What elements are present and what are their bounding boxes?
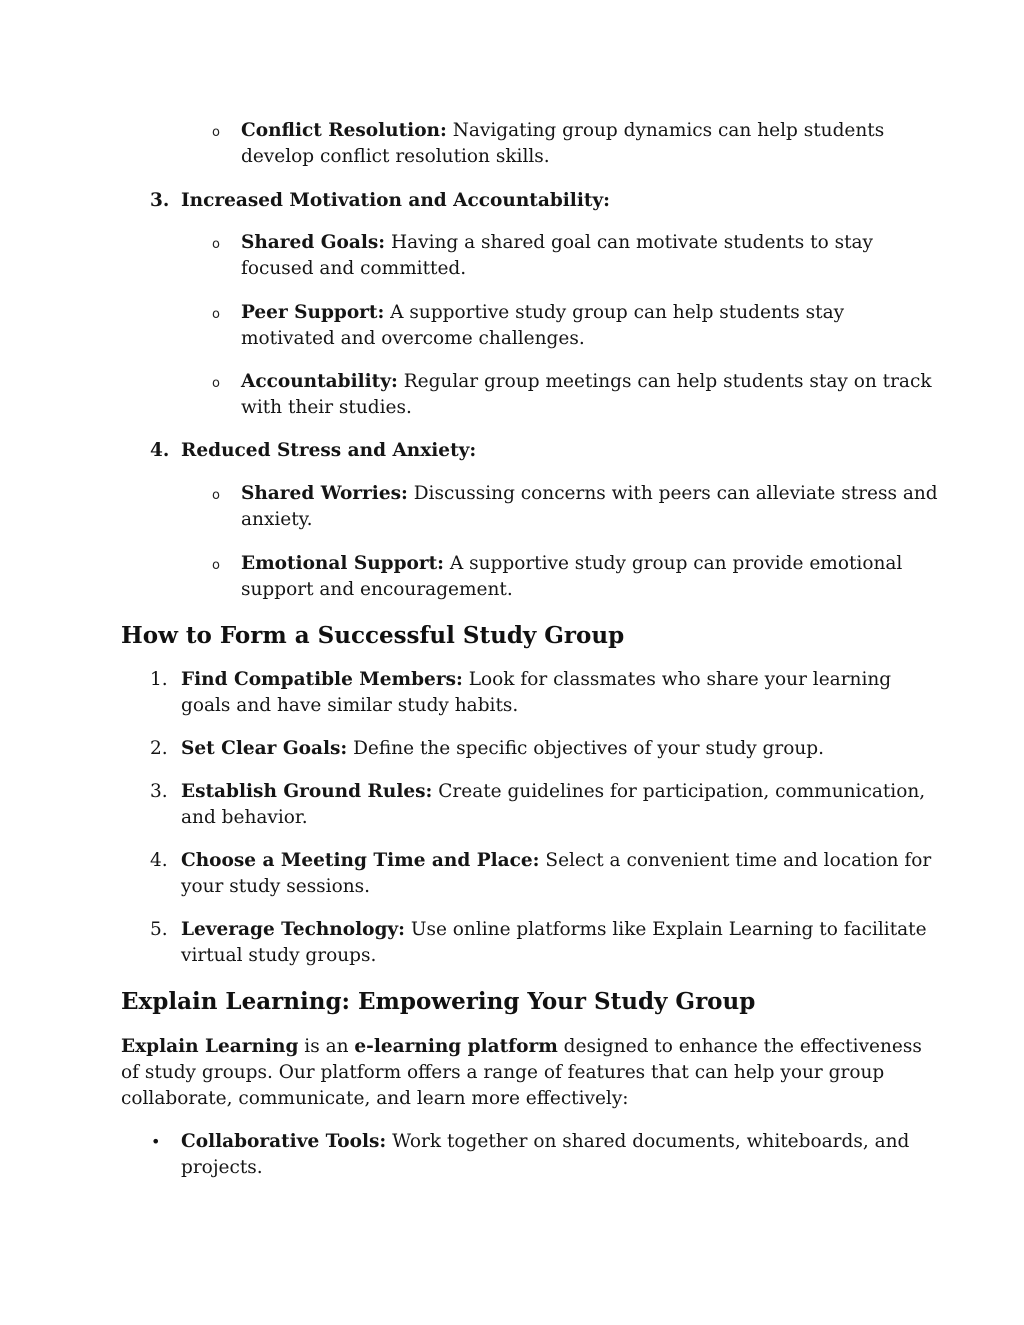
step-number: 5.	[150, 919, 168, 940]
feature-term: Collaborative Tools:	[181, 1131, 387, 1152]
step-text: Define the specific objectives of your study group.	[347, 738, 825, 759]
step-text-continued: virtual study groups.	[181, 945, 377, 966]
step-text: Select a convenient time and location for	[539, 850, 932, 871]
subitem-term: Shared Worries:	[241, 483, 408, 504]
step-term: Set Clear Goals:	[181, 738, 348, 759]
subitem-emotional-support	[241, 551, 902, 577]
subitem-term: Accountability:	[241, 371, 398, 392]
subitem-text-continued: motivated and overcome challenges.	[241, 328, 585, 349]
benefit-number: 3.	[150, 190, 170, 211]
subitem-text: A supportive study group can help students stay	[384, 302, 845, 323]
subitem-text-continued: focused and committed.	[241, 258, 467, 279]
subitem-text-continued: anxiety.	[241, 509, 313, 530]
benefit-number: 4.	[150, 440, 170, 461]
sub-bullet-marker: o	[212, 376, 220, 391]
step-meeting-time	[181, 848, 931, 874]
subitem-shared-worries	[241, 481, 938, 507]
step-number: 4.	[150, 850, 168, 871]
subitem-term: Shared Goals:	[241, 232, 386, 253]
subitem-text-continued: develop conflict resolution skills.	[241, 146, 550, 167]
step-term: Find Compatible Members:	[181, 669, 463, 690]
intro-paragraph-line: of study groups. Our platform offers a range of features that can help your group	[121, 1062, 885, 1083]
intro-paragraph-line: collaborate, communicate, and learn more effectively:	[121, 1088, 629, 1109]
subitem-text: Regular group meetings can help students stay on track	[397, 371, 932, 392]
subitem-peer-support	[241, 300, 844, 326]
step-number: 2.	[150, 738, 168, 759]
subitem-conflict-resolution	[241, 118, 884, 144]
sub-bullet-marker: o	[212, 488, 220, 503]
step-set-goals	[181, 736, 824, 762]
feature-text-continued: projects.	[181, 1157, 263, 1178]
step-number: 3.	[150, 781, 168, 802]
intro-paragraph-line	[121, 1034, 922, 1060]
step-text: Use online platforms like Explain Learning to facilitate	[404, 919, 927, 940]
subitem-text-continued: support and encouragement.	[241, 579, 513, 600]
subitem-term: Peer Support:	[241, 302, 385, 323]
subitem-accountability	[241, 369, 932, 395]
bullet-marker: •	[151, 1132, 161, 1151]
platform-term: e-learning platform	[354, 1036, 558, 1057]
section-heading-how-to: How to Form a Successful Study Group	[121, 622, 625, 649]
step-term: Establish Ground Rules:	[181, 781, 433, 802]
subitem-term: Emotional Support:	[241, 553, 444, 574]
sub-bullet-marker: o	[212, 307, 220, 322]
subitem-text: Discussing concerns with peers can alleviate stress and	[407, 483, 938, 504]
step-text: Look for classmates who share your learning	[462, 669, 892, 690]
subitem-shared-goals	[241, 230, 873, 256]
paragraph-text: designed to enhance the effectiveness	[557, 1036, 922, 1057]
subitem-text: Having a shared goal can motivate students to stay	[385, 232, 873, 253]
benefit-title: Reduced Stress and Anxiety:	[181, 440, 477, 461]
step-find-members	[181, 667, 891, 693]
sub-bullet-marker: o	[212, 125, 220, 140]
section-heading-explain-learning: Explain Learning: Empowering Your Study Group	[121, 988, 756, 1015]
paragraph-text: is an	[298, 1036, 355, 1057]
step-term: Choose a Meeting Time and Place:	[181, 850, 540, 871]
sub-bullet-marker: o	[212, 237, 220, 252]
benefit-title: Increased Motivation and Accountability:	[181, 190, 610, 211]
step-text-continued: goals and have similar study habits.	[181, 695, 519, 716]
subitem-text: Navigating group dynamics can help students	[446, 120, 885, 141]
step-text-continued: and behavior.	[181, 807, 308, 828]
feature-text: Work together on shared documents, whiteboards, and	[386, 1131, 910, 1152]
step-leverage-technology	[181, 917, 927, 943]
step-number: 1.	[150, 669, 168, 690]
step-text: Create guidelines for participation, communication,	[432, 781, 926, 802]
subitem-text: A supportive study group can provide emotional	[443, 553, 903, 574]
feature-collaborative-tools	[181, 1129, 909, 1155]
step-term: Leverage Technology:	[181, 919, 405, 940]
subitem-text-continued: with their studies.	[241, 397, 412, 418]
sub-bullet-marker: o	[212, 558, 220, 573]
step-ground-rules	[181, 779, 925, 805]
brand-name: Explain Learning	[121, 1036, 299, 1057]
subitem-term: Conflict Resolution:	[241, 120, 447, 141]
step-text-continued: your study sessions.	[181, 876, 371, 897]
